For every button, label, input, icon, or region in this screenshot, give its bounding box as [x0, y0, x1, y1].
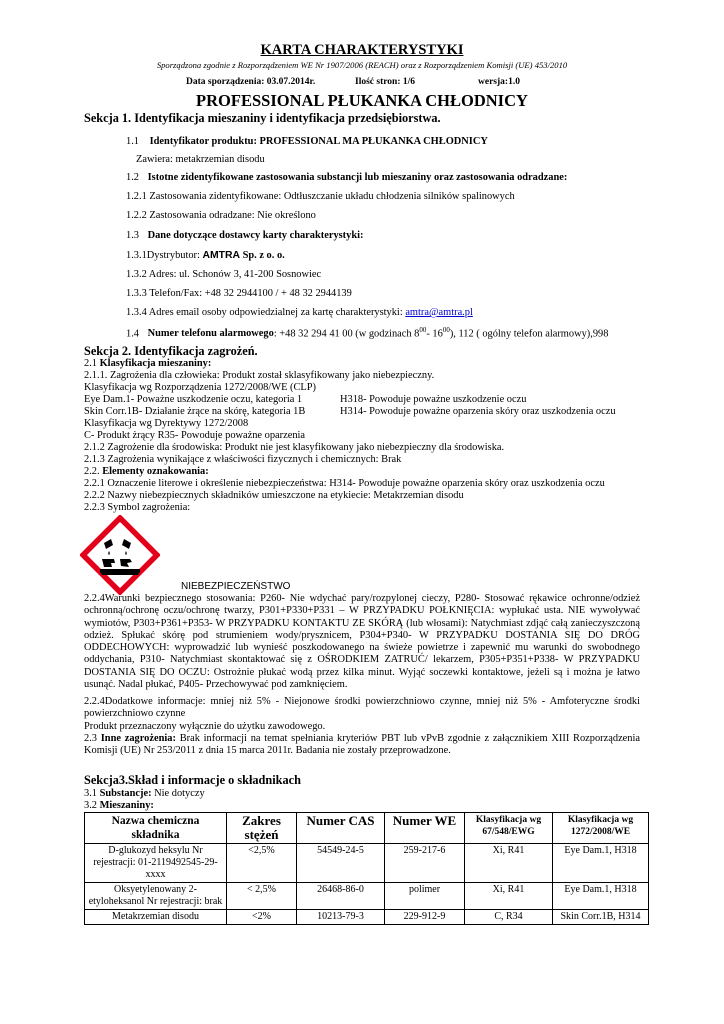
regulation-subtitle: Sporządzona zgodnie z Rozporządzeniem WE Nr 1907/2006 (REACH) oraz z Rozporządzeniem Komisji (UE) 453/2010 [156, 60, 568, 70]
table-cell: Eye Dam.1, H318 [553, 844, 649, 883]
other-hazards [84, 733, 640, 758]
email-label: 1.3.4 Adres email osoby odpowiedzialnej za kartę charakterystyki: [126, 307, 406, 318]
uses-advised-against: 1.2.2 Zastosowania odradzane: Nie określono [126, 210, 316, 221]
col-classification-67-548: Klasyfikacja wg 67/548/EWG [465, 813, 553, 844]
item-1-3 [126, 230, 363, 242]
item-1-2 [126, 172, 567, 184]
product-title: PROFESSIONAL PŁUKANKA CHŁODNICY [196, 91, 528, 110]
table-cell: Eye Dam.1, H318 [553, 883, 649, 910]
emergency-phone-c: ), 112 ( ogólny telefon alarmowy),998 [449, 328, 609, 340]
clp-classification: Klasyfikacja wg Rozporządzenia 1272/2008/WE (CLP) [84, 382, 316, 393]
corrosion-pictogram-icon [80, 515, 160, 595]
supplier-email-line [126, 307, 473, 319]
table-cell: Oksyetylenowany 2-etyloheksanol Nr rejestracji: brak [85, 883, 227, 910]
table-cell: 10213-79-3 [297, 910, 385, 925]
substances-label: Substancje: [99, 788, 152, 799]
table-cell: Xi, R41 [465, 844, 553, 883]
table-cell: Metakrzemian disodu [85, 910, 227, 925]
document-title: KARTA CHARAKTERYSTYKI [260, 42, 464, 58]
item-1-1-number: 1.1 [126, 136, 139, 147]
hours-sup-2: 00 [442, 326, 450, 334]
distributor [126, 250, 285, 262]
table-cell: Skin Corr.1B, H314 [553, 910, 649, 925]
other-hazards-text: Brak informacji na temat spełniania kryteriów PBT lub vPvB zgodnie z załącznikiem XIII Rozporządzenia Komisji (UE) Nr 253/2011 z dnia 15 marca 2011r. Badania nie zostały przeprowadzone. [84, 733, 640, 757]
distributor-label: 1.3.1Dystrybutor: [126, 250, 203, 261]
section3-heading: Sekcja3.Skład i informacje o składnikach [84, 773, 301, 787]
professional-use-note: Produkt przeznaczony wyłącznie do użytku zawodowego. [84, 721, 326, 732]
item-2-2-number: 2.2. [84, 466, 103, 477]
col-cas-number: Numer CAS [297, 813, 385, 844]
table-cell: < 2,5% [227, 883, 297, 910]
email-link[interactable]: amtra@amtra.pl [405, 307, 473, 318]
table-cell: C, R34 [465, 910, 553, 925]
date-label: Data sporządzenia: 03.07.2014r. [186, 77, 316, 87]
table-cell: <2,5% [227, 844, 297, 883]
supplier-address: 1.3.2 Adres: ul. Schonów 3, 41-200 Sosnowiec [126, 269, 322, 280]
item-3-1-number: 3.1 [84, 788, 100, 799]
item-1-3-number: 1.3 [126, 230, 139, 241]
item-2-3-number: 2.3 [84, 733, 101, 744]
item-3-2 [84, 800, 154, 812]
table-cell: <2% [227, 910, 297, 925]
emergency-phone-a: : +48 32 294 41 00 (w godzinach 8 [273, 328, 420, 340]
col-chemical-name: Nazwa chemiczna składnika [85, 813, 227, 844]
pages-label: Ilość stron: 1/6 [355, 77, 415, 87]
table-row [85, 910, 649, 925]
h314-statement: H314- Powoduje poważne oparzenia skóry oraz uszkodzenia oczu [340, 406, 616, 417]
col-classification-1272: Klasyfikacja wg 1272/2008/WE [553, 813, 649, 844]
product-identifier: Identyfikator produktu: PROFESSIONAL MA PŁUKANKA CHŁODNICY [149, 136, 488, 147]
physchem-hazards: 2.1.3 Zagrożenia wynikające z właściwości fizycznych i chemicznych: Brak [84, 454, 402, 465]
emergency-phone-b: - 16 [426, 328, 443, 340]
r35-statement: C- Produkt żrący R35- Powoduje poważne oparzenia [84, 430, 306, 441]
item-1-2-number: 1.2 [126, 172, 139, 183]
emergency-phone-label: Numer telefonu alarmowego [147, 328, 274, 340]
substances-text: Nie dotyczy [151, 788, 205, 799]
human-hazards: 2.1.1. Zagrożenia dla człowieka: Produkt został sklasyfikowany jako niebezpieczny. [84, 370, 435, 381]
supplier-phone: 1.3.3 Telefon/Fax: +48 32 2944100 / + 48 32 2944139 [126, 288, 352, 299]
table-cell: 259-217-6 [385, 844, 465, 883]
precautionary-statements: 2.2.4Warunki bezpiecznego stosowania: P260- Nie wdychać pary/rozpylonej cieczy, P280- Stosować rękawice ochronne/odzież ochronną/ochronę oczu/ochronę twarzy, P301+P330+P331 – W PRZYPADKU POŁKNIĘCIA: wypłukać usta. NIE wywoływać wymiotów, P303+P361+P353- W PRZYPADKU KONTAKTU ZE SKÓRĄ (lub włosami): Natychmiast zdjąć całą zanieczyszczoną odzież. Spłukać skórę pod strumieniem wody/prysznicem, P304+P340- W PRZYPADKU DOSTANIA SIĘ DO DRÓG ODDECHOWYCH: wyprowadzić lub wynieść poszkodowanego na świeże powietrze i zapewnić mu warunki do swobodnego oddychania, P310- Natychmiast skontaktować się z OŚRODKIEM ZATRUĆ/ lekarzem, P305+P351+P338- W PRZYPADKU DOSTANIA SIĘ DO OCZU: Ostrożnie płukać wodą przez kilka minut. Wyjąć soczewki kontaktowe, jeżeli są i można je łatwo usunąć. Nadal płukać, P405- Przechowywać pod zamknięciem. [84, 593, 640, 691]
item-2-2 [84, 466, 209, 478]
section1-heading: Sekcja 1. Identyfikacja mieszaniny i identyfikacja przedsiębiorstwa. [84, 111, 441, 125]
other-hazards-label: Inne zagrożenia: [100, 733, 176, 744]
supplier-heading: Dane dotyczące dostawcy karty charakterystyki: [147, 230, 364, 241]
item-3-1 [84, 788, 205, 800]
table-header-row [85, 813, 649, 844]
amtra-brand: AMTRA [202, 250, 240, 261]
skin-corr-class: Skin Corr.1B- Działanie żrące na skórę, kategoria 1B [84, 406, 306, 417]
item-1-4-number: 1.4 [126, 328, 139, 340]
composition-table [84, 812, 649, 925]
item-1-4 [126, 324, 608, 340]
signal-word: NIEBEZPIECZEŃSTWO [181, 581, 291, 592]
hazardous-components-line: 2.2.2 Nazwy niebezpiecznych składników umieszczone na etykiecie: Metakrzemian disodu [84, 490, 464, 501]
table-row [85, 844, 649, 883]
col-ec-number: Numer WE [385, 813, 465, 844]
table-cell: 229-912-9 [385, 910, 465, 925]
table-cell: polimer [385, 883, 465, 910]
table-cell: D-glukozyd heksylu Nr rejestracji: 01-2119492545-29-xxxx [85, 844, 227, 883]
col-concentration: Zakres stężeń [227, 813, 297, 844]
identified-uses: 1.2.1 Zastosowania zidentyfikowane: Odtłuszczanie układu chłodzenia silników spalinowych [126, 191, 515, 202]
mixture-classification-label: Klasyfikacja mieszaniny: [99, 358, 212, 369]
section2-heading: Sekcja 2. Identyfikacja zagrożeń. [84, 344, 258, 358]
additional-info: 2.2.4Dodatkowe informacje: mniej niż 5% - Niejonowe środki powierzchniowo czynne, mniej niż 5% - Amfoteryczne środki powierzchniowo czynne [84, 696, 640, 720]
mixtures-label: Mieszaniny: [99, 800, 154, 811]
table-cell: Xi, R41 [465, 883, 553, 910]
item-2-1-number: 2.1 [84, 358, 100, 369]
label-elements-heading: Elementy oznakowania: [102, 466, 209, 477]
item-2-1 [84, 358, 211, 370]
directive-classification: Klasyfikacja wg Dyrektywy 1272/2008 [84, 418, 249, 429]
identified-uses-heading: Istotne zidentyfikowane zastosowania substancji lub mieszaniny oraz zastosowania odradzane: [147, 172, 568, 183]
hazard-statement-line: 2.2.1 Oznaczenie literowe i określenie niebezpieczeństwa: H314- Powoduje poważne oparzenia skóry oraz uszkodzenia oczu [84, 478, 605, 489]
distributor-suffix: Sp. z o. o. [240, 250, 285, 261]
contains-text: Zawiera: metakrzemian disodu [136, 154, 265, 165]
table-cell: 26468-86-0 [297, 883, 385, 910]
hazard-symbol-label: 2.2.3 Symbol zagrożenia: [84, 502, 191, 513]
item-1-1 [126, 136, 488, 148]
table-row [85, 883, 649, 910]
version-label: wersja:1.0 [478, 77, 520, 87]
environment-hazards: 2.1.2 Zagrożenie dla środowiska: Produkt nie jest klasyfikowany jako niebezpieczny dla środowiska. [84, 442, 505, 453]
table-cell: 54549-24-5 [297, 844, 385, 883]
item-3-2-number: 3.2 [84, 800, 100, 811]
eye-dam-class: Eye Dam.1- Poważne uszkodzenie oczu, kategoria 1 [84, 394, 303, 405]
h318-statement: H318- Powoduje poważne uszkodzenie oczu [340, 394, 527, 405]
hours-sup-1: 00 [419, 326, 427, 334]
